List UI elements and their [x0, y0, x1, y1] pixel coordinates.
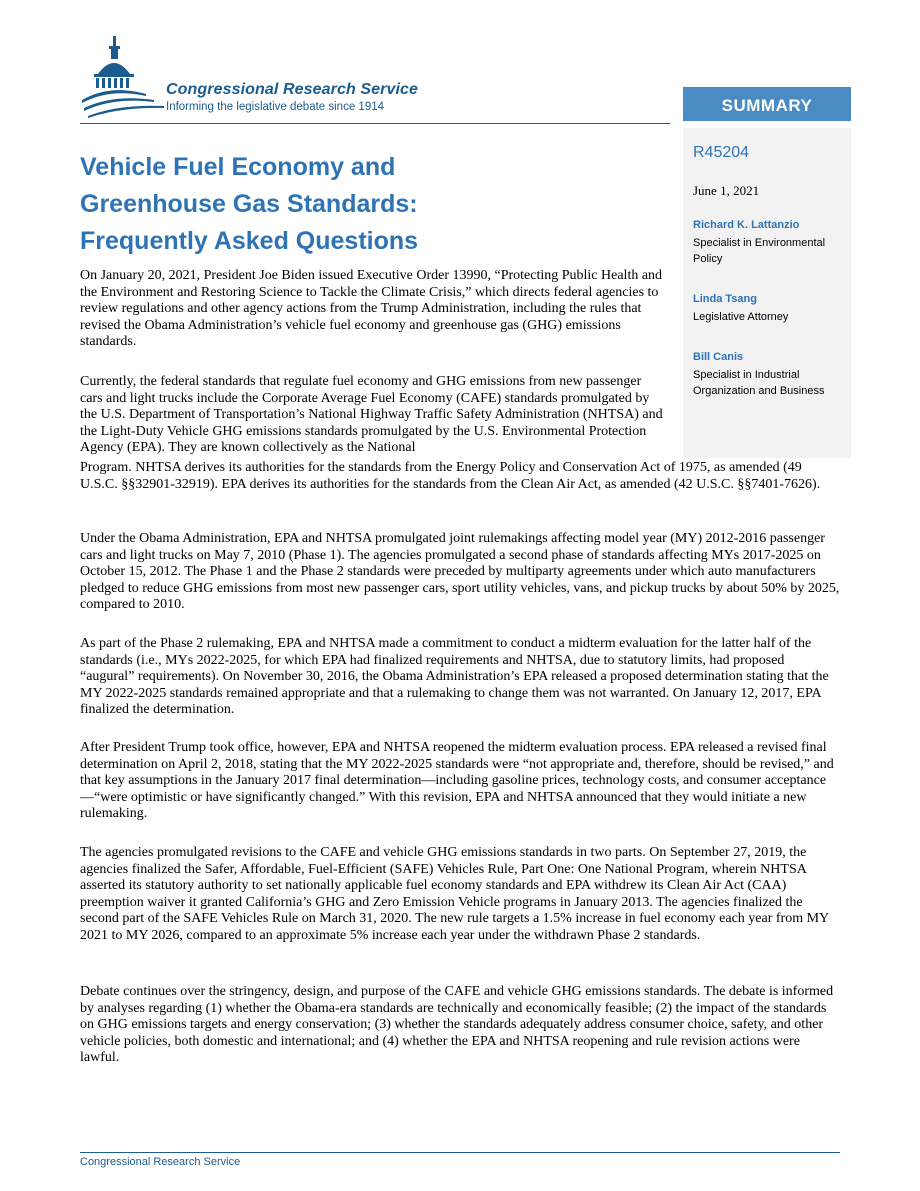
author-title: Specialist in Industrial Organization and Business: [693, 369, 825, 397]
summary-paragraph: Currently, the federal standards that regulate fuel economy and GHG emissions from new passenger cars and light trucks include the Corporate Average Fuel Economy (CAFE) standards promulgated by the U.S. Department of Transportation’s National Highway Traffic Safety Administration (NHTSA) and the Light-Duty Vehicle GHG emissions standards promulgated by the U.S. Environmental Protection Agency (EPA). They are known collectively as the National: [80, 374, 663, 456]
author-block: [693, 292, 849, 325]
author-title: Legislative Attorney: [693, 311, 789, 323]
summary-paragraph: As part of the Phase 2 rulemaking, EPA and NHTSA made a commitment to conduct a midterm evaluation for the latter half of the standards (i.e., MYs 2022-2025, for which EPA had finalized requirements and NHTSA, due to statutory limits, had proposed “augural” requirements). On November 30, 2016, the Obama Administration’s EPA released a proposed determination stating that the MY 2022-2025 standards remained appropriate and that a rulemaking to change them was not warranted. On January 12, 2017, EPA finalized the determination.: [80, 636, 829, 718]
summary-paragraph: After President Trump took office, however, EPA and NHTSA reopened the midterm evaluation process. EPA released a revised final determination on April 2, 2018, stating that the MY 2022-2025 standards were “not appropriate and, therefore, should be revised,” and that key assumptions in the January 2017 final determination—including gasoline prices, technology costs, and consumer acceptance—“were optimistic or have significantly changed.” With this revision, EPA and NHTSA announced that they would initiate a new rulemaking.: [80, 740, 834, 822]
author-name: Richard K. Lattanzio: [693, 219, 800, 231]
summary-paragraph: Program. NHTSA derives its authorities for the standards from the Energy Policy and Conservation Act of 1975, as amended (49 U.S.C. §§32901-32919). EPA derives its authorities for the standards from the Clean Air Act, as amended (42 U.S.C. §§7401-7626).: [80, 460, 821, 492]
crs-logo: [80, 34, 480, 124]
author-name: Linda Tsang: [693, 293, 757, 305]
summary-paragraph: Debate continues over the stringency, design, and purpose of the CAFE and vehicle GHG emissions standards. The debate is informed by analyses regarding (1) whether the Obama-era standards are technically and economically feasible; (2) the impact of the standards on GHG emissions targets and energy conservation; (3) whether the standards adequately address consumer choice, safety, and other vehicle policies, both domestic and international; and (4) whether the EPA and NHTSA reopening and rule revision actions were lawful.: [80, 984, 834, 1066]
report-date: June 1, 2021: [693, 183, 760, 198]
summary-paragraph: The agencies promulgated revisions to the CAFE and vehicle GHG emissions standards in two parts. On September 27, 2019, the agencies finalized the Safer, Affordable, Fuel-Efficient (SAFE) Vehicles Rule, Part One: One National Program, wherein NHTSA asserted its statutory authority to set nationally applicable fuel economy standards and EPA withdrew its Clean Air Act (CAA) preemption waiver it granted California’s GHG and Zero Emission Vehicle programs in January 2013. The agencies finalized the second part of the SAFE Vehicles Rule on March 31, 2020. The new rule targets a 1.5% increase in fuel economy each year from MY 2021 to MY 2026, compared to an approximate 5% increase each year under the withdrawn Phase 2 standards.: [80, 845, 829, 943]
header-divider: [80, 123, 670, 124]
report-number: R45204: [693, 144, 750, 161]
title-line: Frequently Asked Questions: [80, 227, 419, 255]
title-line: Vehicle Fuel Economy and: [80, 153, 396, 181]
capitol-dome-icon: [80, 34, 164, 118]
summary-heading: SUMMARY: [683, 87, 851, 121]
author-name: Bill Canis: [693, 351, 744, 363]
org-name: Congressional Research Service: [166, 81, 419, 98]
page-title: [80, 149, 640, 260]
author-block: [693, 218, 849, 267]
title-line: Greenhouse Gas Standards:: [80, 190, 418, 218]
footer-divider: [80, 1152, 840, 1153]
org-tagline: Informing the legislative debate since 1914: [166, 101, 385, 113]
summary-sidebar: [683, 128, 851, 458]
footer-org-name: Congressional Research Service: [80, 1156, 241, 1168]
summary-paragraph: On January 20, 2021, President Joe Biden issued Executive Order 13990, “Protecting Public Health and the Environment and Restoring Science to Tackle the Climate Crisis,” which directs federal agencies to review regulations and other agency actions from the Trump Administration, including the rules that revised the Obama Administration’s vehicle fuel economy and greenhouse gas (GHG) emissions standards.: [80, 268, 663, 350]
summary-paragraph: Under the Obama Administration, EPA and NHTSA promulgated joint rulemakings affecting model year (MY) 2012-2016 passenger cars and light trucks on May 7, 2010 (Phase 1). The agencies promulgated a second phase of standards affecting MYs 2017-2025 on October 15, 2012. The Phase 1 and the Phase 2 standards were preceded by multiparty agreements under which auto manufacturers pledged to reduce GHG emissions from most new passenger cars, sport utility vehicles, vans, and pickup trucks by about 50% by 2025, compared to 2010.: [80, 531, 840, 613]
author-title: Specialist in Environmental Policy: [693, 237, 826, 265]
author-block: [693, 350, 849, 399]
